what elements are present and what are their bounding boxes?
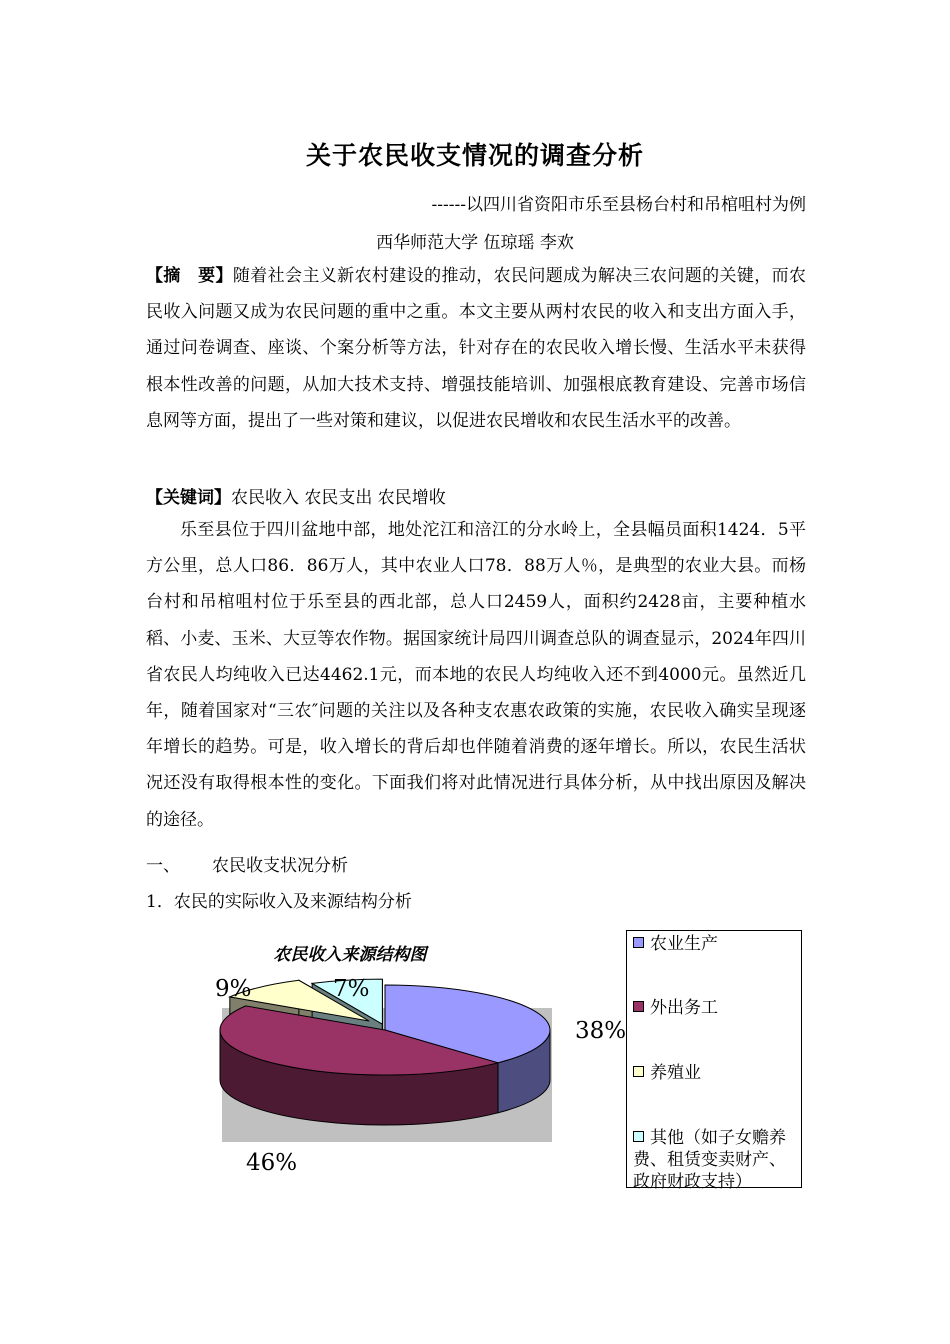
income-pie-chart (190, 930, 627, 1180)
chart-title: 农民收入来源结构图 (273, 945, 427, 965)
legend-label: 外出务工 (650, 998, 718, 1018)
document-subtitle: ------以四川省资阳市乐至县杨台村和吊棺咀村为例 (431, 195, 806, 215)
legend-item (633, 997, 801, 1019)
section-number: 一、 (146, 856, 180, 876)
legend-item (633, 933, 801, 955)
section-title: 农民收支状况分析 (212, 856, 348, 876)
abstract-label: 【摘 要】 (146, 266, 233, 286)
legend-swatch (633, 937, 644, 948)
document-title: 关于农民收支情况的调查分析 (305, 141, 644, 170)
keywords-text: 农民收入 农民支出 农民增收 (231, 488, 446, 508)
legend-swatch (633, 1001, 644, 1012)
section-heading (146, 848, 806, 884)
abstract-text: 随着社会主义新农村建设的推动，农民问题成为解决三农问题的关键，而农民收入问题又成为农民问题的重中之重。本文主要从两村农民的收入和支出方面入手，通过问卷调查、座谈、个案分析等方法，针对存在的农民收入增长慢、生活水平未获得根本性改善的问题，从加大技术支持、增强技能培训、加强根底教育建设、完善市场信息网等方面，提出了一些对策和建议，以促进农民增收和农民生活水平的改善。 (146, 266, 807, 431)
legend-swatch (633, 1066, 644, 1077)
pie-data-label: 46% (246, 1150, 298, 1176)
pie-data-label: 9% (215, 976, 252, 1002)
keywords-paragraph (146, 480, 806, 516)
document-authors: 西华师范大学 伍琼瑶 李欢 (376, 233, 574, 253)
legend-item (633, 1127, 801, 1193)
subsection-heading: 1．农民的实际收入及来源结构分析 (146, 892, 412, 912)
pie-data-label: 7% (333, 976, 370, 1002)
intro-paragraph: 乐至县位于四川盆地中部，地处沱江和涪江的分水岭上，全县幅员面积1424．5平方公里，总人口86．86万人，其中农业人口78．88万人％，是典型的农业大县。而杨台村和吊棺咀村位于乐至县的西北部，总人口2459人，面积约2428亩，主要种植水稻、小麦、玉米、大豆等农作物。据国家统计局四川调查总队的调查显示，2024年四川省农民人均纯收入已达4462.1元，而本地的农民人均纯收入还不到4000元。虽然近几年，随着国家对“三农″问题的关注以及各种支农惠农政策的实施，农民收入确实呈现逐年增长的趋势。可是，收入增长的背后却也伴随着消费的逐年增长。所以，农民生活状况还没有取得根本性的变化。下面我们将对此情况进行具体分析，从中找出原因及解决的途径。 (146, 520, 806, 830)
legend-item (633, 1062, 801, 1084)
legend-label: 其他（如子女赡养费、租赁变卖财产、政府财政支持） (633, 1128, 786, 1192)
pie-data-label: 38% (575, 1018, 627, 1044)
keywords-label: 【关键词】 (146, 488, 231, 508)
abstract-paragraph (146, 258, 806, 439)
legend-swatch (633, 1131, 644, 1142)
chart-legend (626, 930, 802, 1192)
legend-label: 养殖业 (650, 1063, 701, 1083)
legend-label: 农业生产 (650, 934, 718, 954)
pie-chart-svg (190, 930, 627, 1180)
